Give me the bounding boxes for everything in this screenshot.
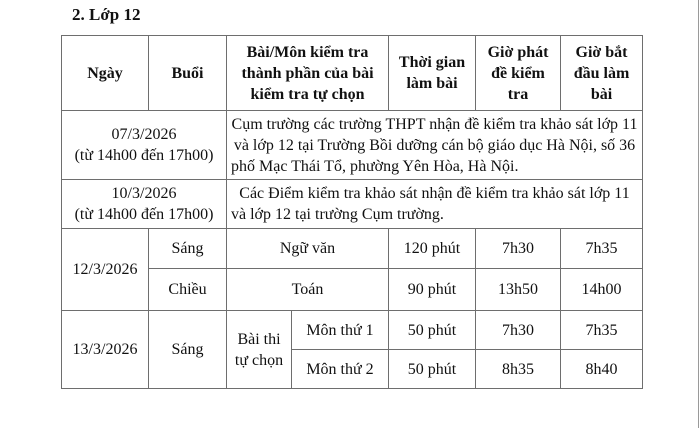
thoi-gian-cell: 50 phút <box>389 311 476 350</box>
table-row <box>62 229 643 269</box>
header-gio-phat-de: Giờ phát đề kiểm tra <box>476 36 561 111</box>
table-row <box>62 111 643 180</box>
gio-bat-dau-cell: 8h40 <box>561 350 643 389</box>
exam-schedule-table <box>61 35 643 389</box>
table-row <box>62 269 643 311</box>
thoi-gian-cell: 120 phút <box>389 229 476 269</box>
date-cell: 13/3/2026 <box>62 311 149 389</box>
table-row <box>62 180 643 229</box>
mon-cell: Môn thứ 2 <box>292 350 389 389</box>
gio-bat-dau-cell: 7h35 <box>561 311 643 350</box>
thoi-gian-cell: 50 phút <box>389 350 476 389</box>
buoi-cell: Sáng <box>149 311 227 389</box>
gio-phat-de-cell: 7h30 <box>476 229 561 269</box>
gio-phat-de-cell: 8h35 <box>476 350 561 389</box>
header-ngay: Ngày <box>62 36 149 111</box>
thoi-gian-cell: 90 phút <box>389 269 476 311</box>
date-cell <box>62 111 227 180</box>
note-cell: Cụm trường các trường THPT nhận đề kiểm tra khảo sát lớp 11 và lớp 12 tại Trường Bồi dưỡng cán bộ giáo dục Hà Nội, số 36 phố Mạc Thái Tổ, phường Yên Hòa, Hà Nội. <box>227 111 643 180</box>
group-cell: Bài thi tự chọn <box>227 311 292 389</box>
time-range: (từ 14h00 đến 17h00) <box>74 147 214 164</box>
page-edge-divider <box>698 0 699 428</box>
gio-phat-de-cell: 7h30 <box>476 311 561 350</box>
header-buoi: Buổi <box>149 36 227 111</box>
note-cell: Các Điểm kiểm tra khảo sát nhận đề kiểm tra khảo sát lớp 11 và lớp 12 tại trường Cụm trường. <box>227 180 643 229</box>
mon-cell: Môn thứ 1 <box>292 311 389 350</box>
header-thoi-gian: Thời gian làm bài <box>389 36 476 111</box>
date: 07/3/2026 <box>111 126 177 143</box>
table-row <box>62 311 643 350</box>
section-heading: 2. Lớp 12 <box>72 5 141 24</box>
date-cell: 12/3/2026 <box>62 229 149 311</box>
date: 10/3/2026 <box>111 185 177 202</box>
header-row <box>62 36 643 111</box>
mon-cell: Toán <box>227 269 389 311</box>
date-cell <box>62 180 227 229</box>
header-gio-bat-dau: Giờ bắt đầu làm bài <box>561 36 643 111</box>
time-range: (từ 14h00 đến 17h00) <box>74 206 214 223</box>
buoi-cell: Sáng <box>149 229 227 269</box>
gio-bat-dau-cell: 7h35 <box>561 229 643 269</box>
header-mon: Bài/Môn kiểm tra thành phần của bài kiểm tra tự chọn <box>227 36 389 111</box>
gio-phat-de-cell: 13h50 <box>476 269 561 311</box>
mon-cell: Ngữ văn <box>227 229 389 269</box>
buoi-cell: Chiều <box>149 269 227 311</box>
gio-bat-dau-cell: 14h00 <box>561 269 643 311</box>
